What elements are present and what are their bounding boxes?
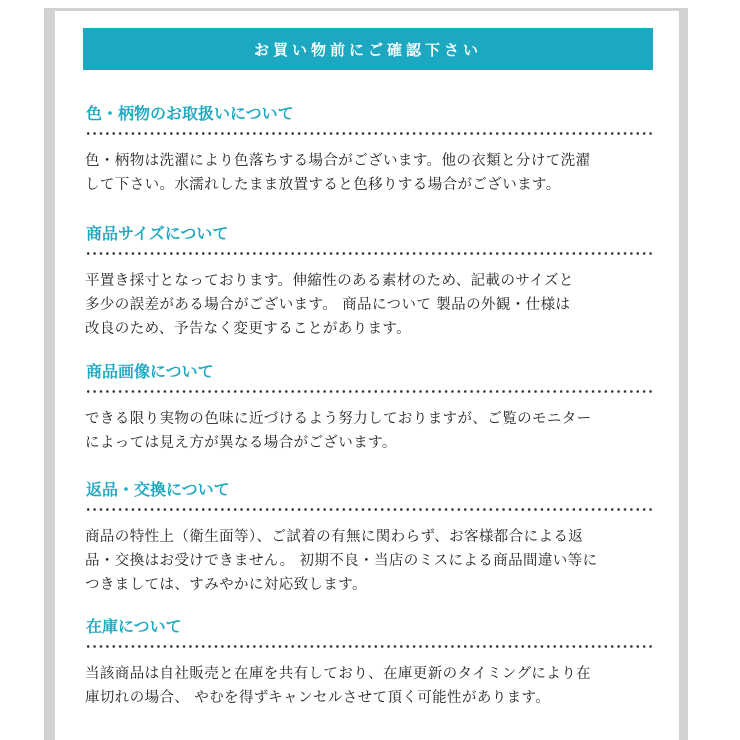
body-line: 色・柄物は洗濯により色落ちする場合がございます。他の衣類と分けて洗濯 [85, 153, 591, 169]
body-line: 多少の誤差がある場合がございます。 商品について 製品の外観・仕様は [85, 297, 571, 313]
body-line: によっては見え方が異なる場合がございます。 [85, 435, 397, 451]
section-product-size [85, 224, 655, 341]
dotted-divider [85, 252, 653, 255]
body-line: 庫切れの場合、 やむを得ずキャンセルさせて頂く可能性があります。 [85, 690, 551, 706]
notice-banner [83, 28, 653, 70]
section-body [85, 525, 655, 597]
section-body [85, 149, 655, 197]
section-body [85, 407, 655, 455]
section-color-care [85, 104, 655, 197]
section-title: 色・柄物のお取扱いについて [86, 104, 294, 123]
section-body [85, 269, 655, 341]
section-title: 在庫について [86, 617, 182, 636]
body-line: 品・交換はお受けできません。 初期不良・当店のミスによる商品間違い等に [85, 553, 598, 569]
body-line: して下さい。水濡れしたまま放置すると色移りする場合がございます。 [85, 177, 561, 193]
body-line: 平置き採寸となっております。伸縮性のある素材のため、記載のサイズと [85, 273, 574, 289]
section-body [85, 662, 655, 710]
body-line: 当該商品は自社販売と在庫を共有しており、在庫更新のタイミングにより在 [85, 666, 592, 682]
dotted-divider [85, 132, 653, 135]
body-line: つきましては、すみやかに対応致します。 [85, 577, 367, 593]
dotted-divider [85, 508, 653, 511]
dotted-divider [85, 645, 653, 648]
body-line: 改良のため、予告なく変更することがあります。 [85, 321, 412, 337]
section-title: 商品サイズについて [86, 224, 229, 243]
section-product-images [85, 362, 655, 455]
body-line: できる限り実物の色味に近づけるよう努力しておりますが、ご覧のモニター [85, 411, 592, 427]
section-title: 商品画像について [86, 362, 214, 381]
section-title: 返品・交換について [86, 480, 230, 499]
body-line: 商品の特性上（衛生面等）、ご試着の有無に関わらず、お客様都合による返 [85, 529, 584, 545]
dotted-divider [85, 390, 653, 393]
section-stock [85, 617, 655, 710]
section-returns-exchanges [85, 480, 655, 597]
banner-title: お買い物前にご確認下さい [253, 40, 482, 59]
